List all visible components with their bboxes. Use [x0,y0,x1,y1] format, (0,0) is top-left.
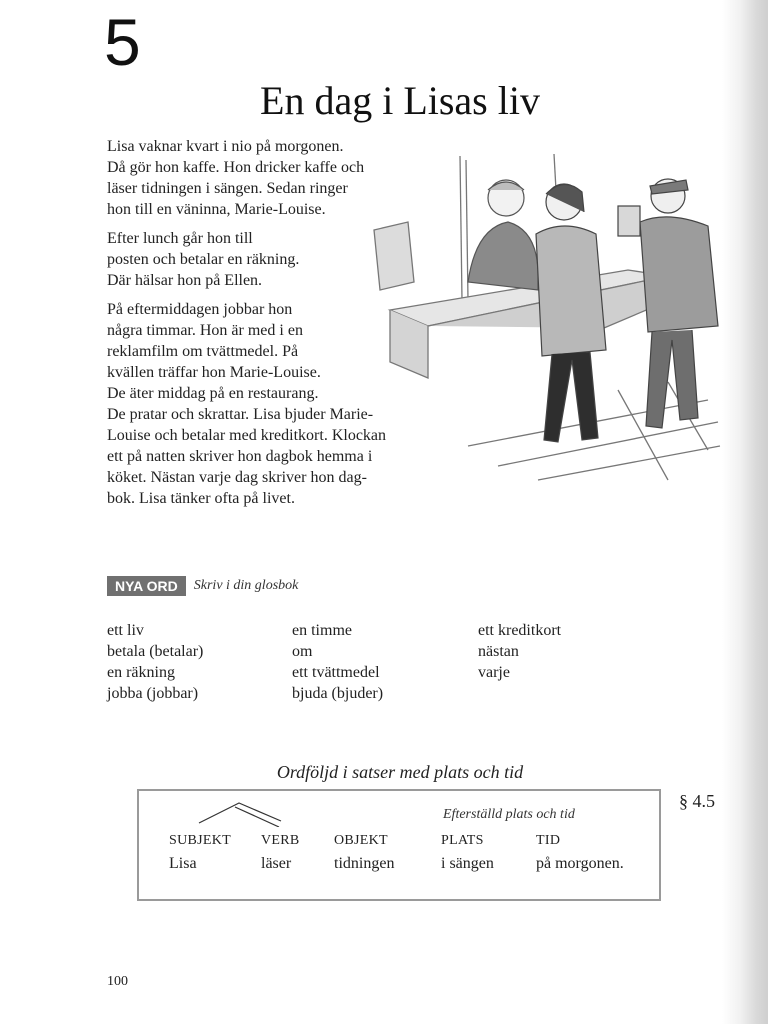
vocabulary-header [107,576,298,596]
vocabulary-instruction: Skriv i din glosbok [193,578,299,593]
vocab-word: bjuda (bjuder) [292,685,384,702]
vocab-word: nästan [478,643,519,660]
header-verb: VERB [261,833,300,848]
example-object: tidningen [334,855,395,872]
post-office-illustration [368,150,722,490]
example-time: på morgonen. [536,855,624,872]
example-verb: läser [261,855,292,872]
vocab-word: ett liv [107,622,144,639]
new-words-badge: NYA ORD [107,576,186,596]
grammar-subtitle: Efterställd plats och tid [443,807,575,822]
example-subject: Lisa [169,855,197,872]
vocabulary-column-2 [292,620,383,704]
story-paragraph-1: Lisa vaknar kvart i nio på morgonen. Då gör hon kaffe. Hon dricker kaffe och läser tidningen i sängen. Sedan ringer hon till en väninna, Marie-Louise. [107,138,365,218]
vocabulary-column-1 [107,620,203,704]
header-subject: SUBJEKT [169,833,231,848]
vocab-word: en timme [292,622,352,639]
page-number: 100 [107,974,128,989]
vocab-word: om [292,643,313,660]
vocab-word: varje [478,664,510,681]
clerk-figure [468,180,538,290]
story-paragraph-3: På eftermiddagen jobbar hon några timmar. Hon är med i en reklamfilm om tvättmedel. På kvällen träffar hon Marie-Louise. De äter middag på en restaurang. De pratar och skrattar. Lisa bjuder Marie- Louise och betalar med kreditkort. Klockan ett på natten skriver hon dagbok hemma i köket. Nästan varje dag skriver hon dag- bok. Lisa tänker ofta på livet. [107,301,387,507]
vocab-word: betala (betalar) [107,643,204,660]
grammar-reference: § 4.5 [679,791,715,811]
lisa-figure [536,184,606,442]
header-time: TID [536,833,561,848]
chapter-title: En dag i Lisas liv [260,78,540,123]
page-gutter-shadow [722,0,768,1024]
caret-mark [195,801,285,827]
vocab-word: ett kreditkort [478,622,562,639]
vocab-word: en räkning [107,664,175,681]
story-paragraph-2: Efter lunch går hon till posten och betalar en räkning. Där hälsar hon på Ellen. [107,230,300,289]
header-object: OBJEKT [334,833,388,848]
chapter-number: 5 [104,5,141,79]
vocab-word: jobba (jobbar) [107,685,199,702]
vocabulary-column-3 [478,620,561,683]
word-order-box [137,789,661,901]
vocab-word: ett tvättmedel [292,664,380,681]
example-place: i sängen [441,855,494,872]
header-place: PLATS [441,833,484,848]
grammar-title: Ordföljd i satser med plats och tid [276,762,524,782]
